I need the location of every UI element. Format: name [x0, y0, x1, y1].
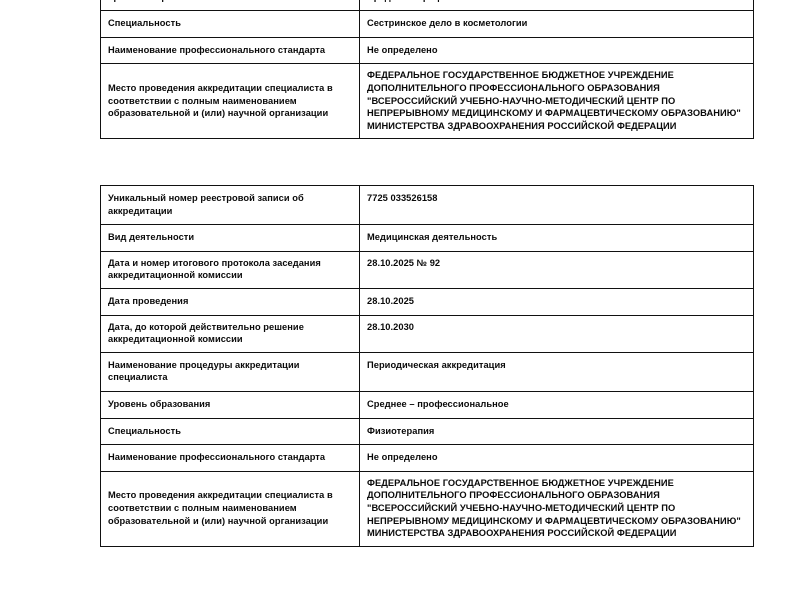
table-row [101, 186, 754, 225]
table-row [101, 418, 754, 445]
table-row [101, 11, 754, 38]
field-label: Наименование процедуры аккредитации специалиста [101, 352, 360, 391]
accreditation-record-table-1 [100, 0, 754, 139]
table-row [101, 251, 754, 288]
field-value: Сестринское дело в косметологии [360, 11, 754, 38]
field-value [360, 0, 754, 11]
field-label: Дата проведения [101, 288, 360, 315]
field-label: Уровень образования [101, 391, 360, 418]
table-row [101, 64, 754, 139]
field-value: ФЕДЕРАЛЬНОЕ ГОСУДАРСТВЕННОЕ БЮДЖЕТНОЕ УЧРЕЖДЕНИЕ ДОПОЛНИТЕЛЬНОГО ПРОФЕССИОНАЛЬНОГО ОБРАЗОВАНИЯ "ВСЕРОССИЙСКИЙ УЧЕБНО-НАУЧНО-МЕТОДИЧЕСКИЙ ЦЕНТР ПО НЕПРЕРЫВНОМУ МЕДИЦИНСКОМУ И ФАРМАЦЕВТИЧЕСКОМУ ОБРАЗОВАНИЮ" МИНИСТЕРСТВА ЗДРАВООХРАНЕНИЯ РОССИЙСКОЙ ФЕДЕРАЦИИ [360, 471, 754, 546]
field-label: Уникальный номер реестровой записи об аккредитации [101, 186, 360, 225]
field-value: Физиотерапия [360, 418, 754, 445]
field-value: Не определено [360, 445, 754, 472]
table-row [101, 352, 754, 391]
field-label: Наименование профессионального стандарта [101, 445, 360, 472]
field-label: Специальность [101, 418, 360, 445]
field-label: Вид деятельности [101, 225, 360, 252]
field-label: Наименование профессионального стандарта [101, 37, 360, 64]
field-value: Периодическая аккредитация [360, 352, 754, 391]
table-row [101, 288, 754, 315]
field-label: Дата и номер итогового протокола заседания аккредитационной комиссии [101, 251, 360, 288]
table-row [101, 37, 754, 64]
field-value: 7725 033526158 [360, 186, 754, 225]
table-row [101, 225, 754, 252]
field-label: Дата, до которой действительно решение аккредитационной комиссии [101, 315, 360, 352]
field-label: Место проведения аккредитации специалиста в соответствии с полным наименованием образовательной и (или) научной организации [101, 64, 360, 139]
field-value: 28.10.2030 [360, 315, 754, 352]
accreditation-record-table-2 [100, 185, 754, 547]
field-value: ФЕДЕРАЛЬНОЕ ГОСУДАРСТВЕННОЕ БЮДЖЕТНОЕ УЧРЕЖДЕНИЕ ДОПОЛНИТЕЛЬНОГО ПРОФЕССИОНАЛЬНОГО ОБРАЗОВАНИЯ "ВСЕРОССИЙСКИЙ УЧЕБНО-НАУЧНО-МЕТОДИЧЕСКИЙ ЦЕНТР ПО НЕПРЕРЫВНОМУ МЕДИЦИНСКОМУ И ФАРМАЦЕВТИЧЕСКОМУ ОБРАЗОВАНИЮ" МИНИСТЕРСТВА ЗДРАВООХРАНЕНИЯ РОССИЙСКОЙ ФЕДЕРАЦИИ [360, 64, 754, 139]
field-value: 28.10.2025 [360, 288, 754, 315]
table-row [101, 445, 754, 472]
table-row [101, 0, 754, 11]
field-value: Медицинская деятельность [360, 225, 754, 252]
field-value: Среднее – профессиональное [360, 391, 754, 418]
accreditation-record-table-1-body [101, 0, 754, 139]
table-row [101, 391, 754, 418]
table-row [101, 315, 754, 352]
field-label: Специальность [101, 11, 360, 38]
field-label [101, 0, 360, 11]
field-value: 28.10.2025 № 92 [360, 251, 754, 288]
field-label: Место проведения аккредитации специалиста в соответствии с полным наименованием образовательной и (или) научной организации [101, 471, 360, 546]
table-row [101, 471, 754, 546]
field-value: Не определено [360, 37, 754, 64]
accreditation-record-table-2-body [101, 186, 754, 547]
